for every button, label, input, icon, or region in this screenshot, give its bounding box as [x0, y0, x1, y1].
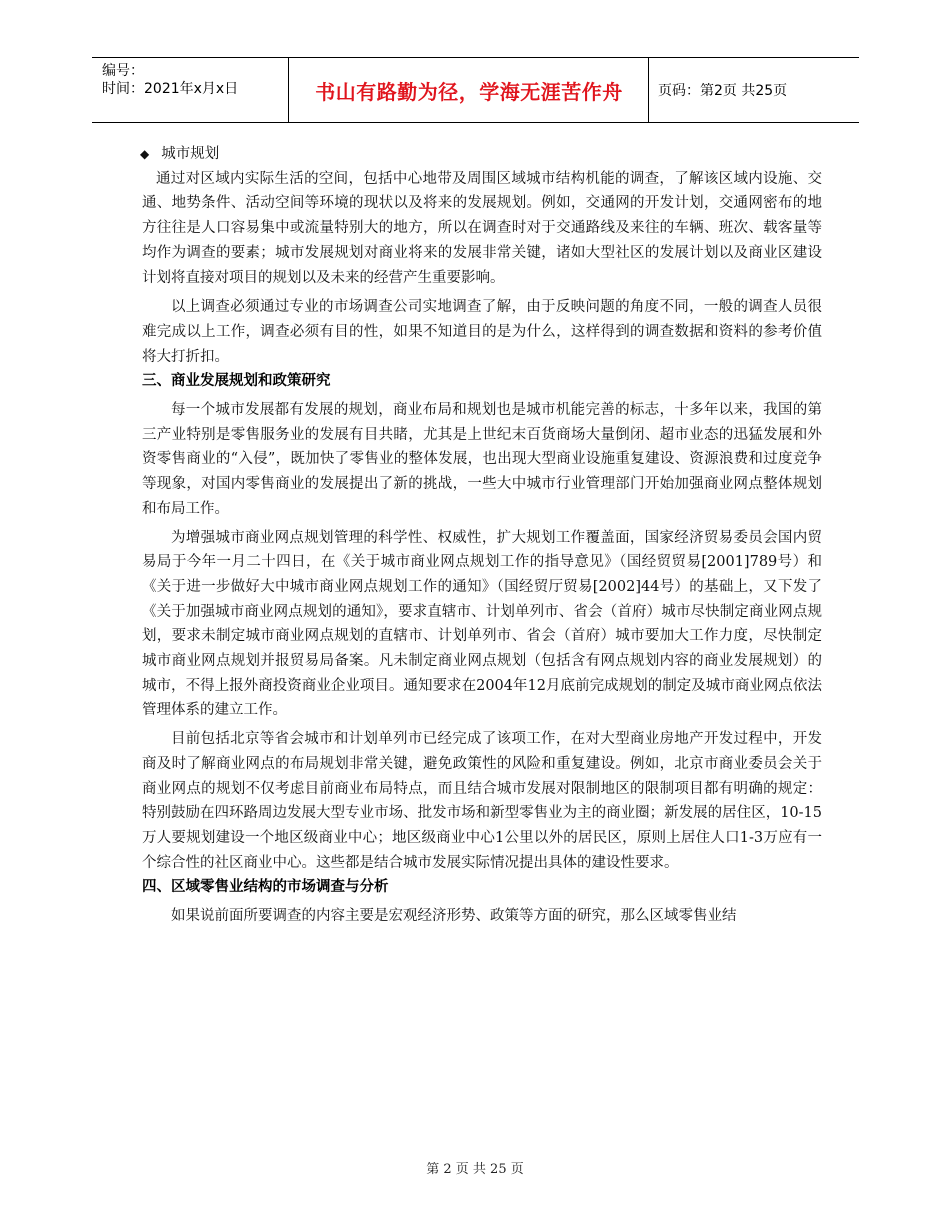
- paragraph: 每一个城市发展都有发展的规划，商业布局和规划也是城市机能完善的标志，十多年以来，我国的第三产业特别是零售服务业的发展有目共睹，尤其是上世纪末百货商场大量倒闭、超市业态的迅猛发展和外资零售商业的“入侵”，既加快了零售业的整体发展，也出现大型商业设施重复建设、资源浪费和过度竞争等现象，对国内零售商业的发展提出了新的挑战，一些大中城市行业管理部门开始加强商业网点整体规划和布局工作。: [142, 402, 822, 517]
- paragraph: 如果说前面所要调查的内容主要是宏观经济形势、政策等方面的研究，那么区域零售业结: [171, 908, 737, 925]
- page-footer: 第 2 页 共 25 页: [426, 1162, 524, 1177]
- paragraph: 通过对区域内实际生活的空间，包括中心地带及周围区域城市结构机能的调查，了解该区域内设施、交通、地势条件、活动空间等环境的现状以及将来的发展规划。例如，交通网的开发计划，交通网密布的地方往往是人口容易集中或流量特别大的地方，所以在调查时对于交通路线及来往的车辆、班次、载客量等均作为调查的要素；城市发展规划对商业将来的发展非常关键，诸如大型社区的发展计划以及商业区建设计划将直接对项目的规划以及未来的经营产生重要影响。: [142, 170, 822, 286]
- bullet-heading: [140, 142, 822, 167]
- document-body: [142, 142, 822, 929]
- paragraph: 为增强城市商业网点规划管理的科学性、权威性，扩大规划工作覆盖面，国家经济贸易委员会国内贸易局于今年一月二十四日，在《关于城市商业网点规划工作的指导意见》（国经贸贸易[2001]789号）和《关于进一步做好大中城市商业网点规划工作的通知》（国经贸厅贸易[2002]44号）的基础上，又下发了《关于加强城市商业网点规划的通知》，要求直辖市、计划单列市、省会（首府）城市尽快制定商业网点规划，要求未制定城市商业网点规划的直辖市、计划单列市、省会（首府）城市要加大工作力度，尽快制定城市商业网点规划并报贸易局备案。凡未制定商业网点规划（包括含有网点规划内容的商业发展规划）的城市，不得上报外商投资商业企业项目。通知要求在2004年12月底前完成规划的制定及城市商业网点依法管理体系的建立工作。: [142, 529, 822, 719]
- section-heading: 三、商业发展规划和政策研究: [142, 373, 331, 390]
- header-meta: [102, 62, 238, 98]
- paragraph: 目前包括北京等省会城市和计划单列市已经完成了该项工作，在对大型商业房地产开发过程中，开发商及时了解商业网点的布局规划非常关键，避免政策性的风险和重复建设。例如，北京市商业委员会关于商业网点的规划不仅考虑目前商业布局特点，而且结合城市发展对限制地区的限制项目都有明确的规定：特别鼓励在四环路周边发展大型专业市场、批发市场和新型零售业为主的商业圈；新发展的居住区，10-15万人要规划建设一个地区级商业中心；地区级商业中心1公里以外的居民区，原则上居住人口1-3万应有一个综合性的社区商业中心。这些都是结合城市发展实际情况提出具体的建设性要求。: [142, 731, 822, 871]
- header-motto: 书山有路勤为径，学海无涯苦作舟: [315, 79, 623, 104]
- header-divider: [288, 58, 289, 122]
- serial-number-label: 编号：: [102, 63, 144, 79]
- diamond-bullet-icon: ◆: [140, 147, 150, 161]
- bullet-heading-text: 城市规划: [161, 146, 220, 162]
- header-divider: [648, 58, 649, 122]
- date-label: 时间：2021年x月x日: [102, 81, 239, 97]
- page-header: [92, 57, 859, 123]
- paragraph: 以上调查必须通过专业的市场调查公司实地调查了解，由于反映问题的角度不同，一般的调查人员很难完成以上工作，调查必须有目的性，如果不知道目的是为什么，这样得到的调查数据和资料的参考价值将大打折扣。: [142, 299, 822, 365]
- header-page-info: 页码：第2页 共25页: [658, 83, 788, 99]
- section-heading: 四、区域零售业结构的市场调查与分析: [142, 879, 389, 896]
